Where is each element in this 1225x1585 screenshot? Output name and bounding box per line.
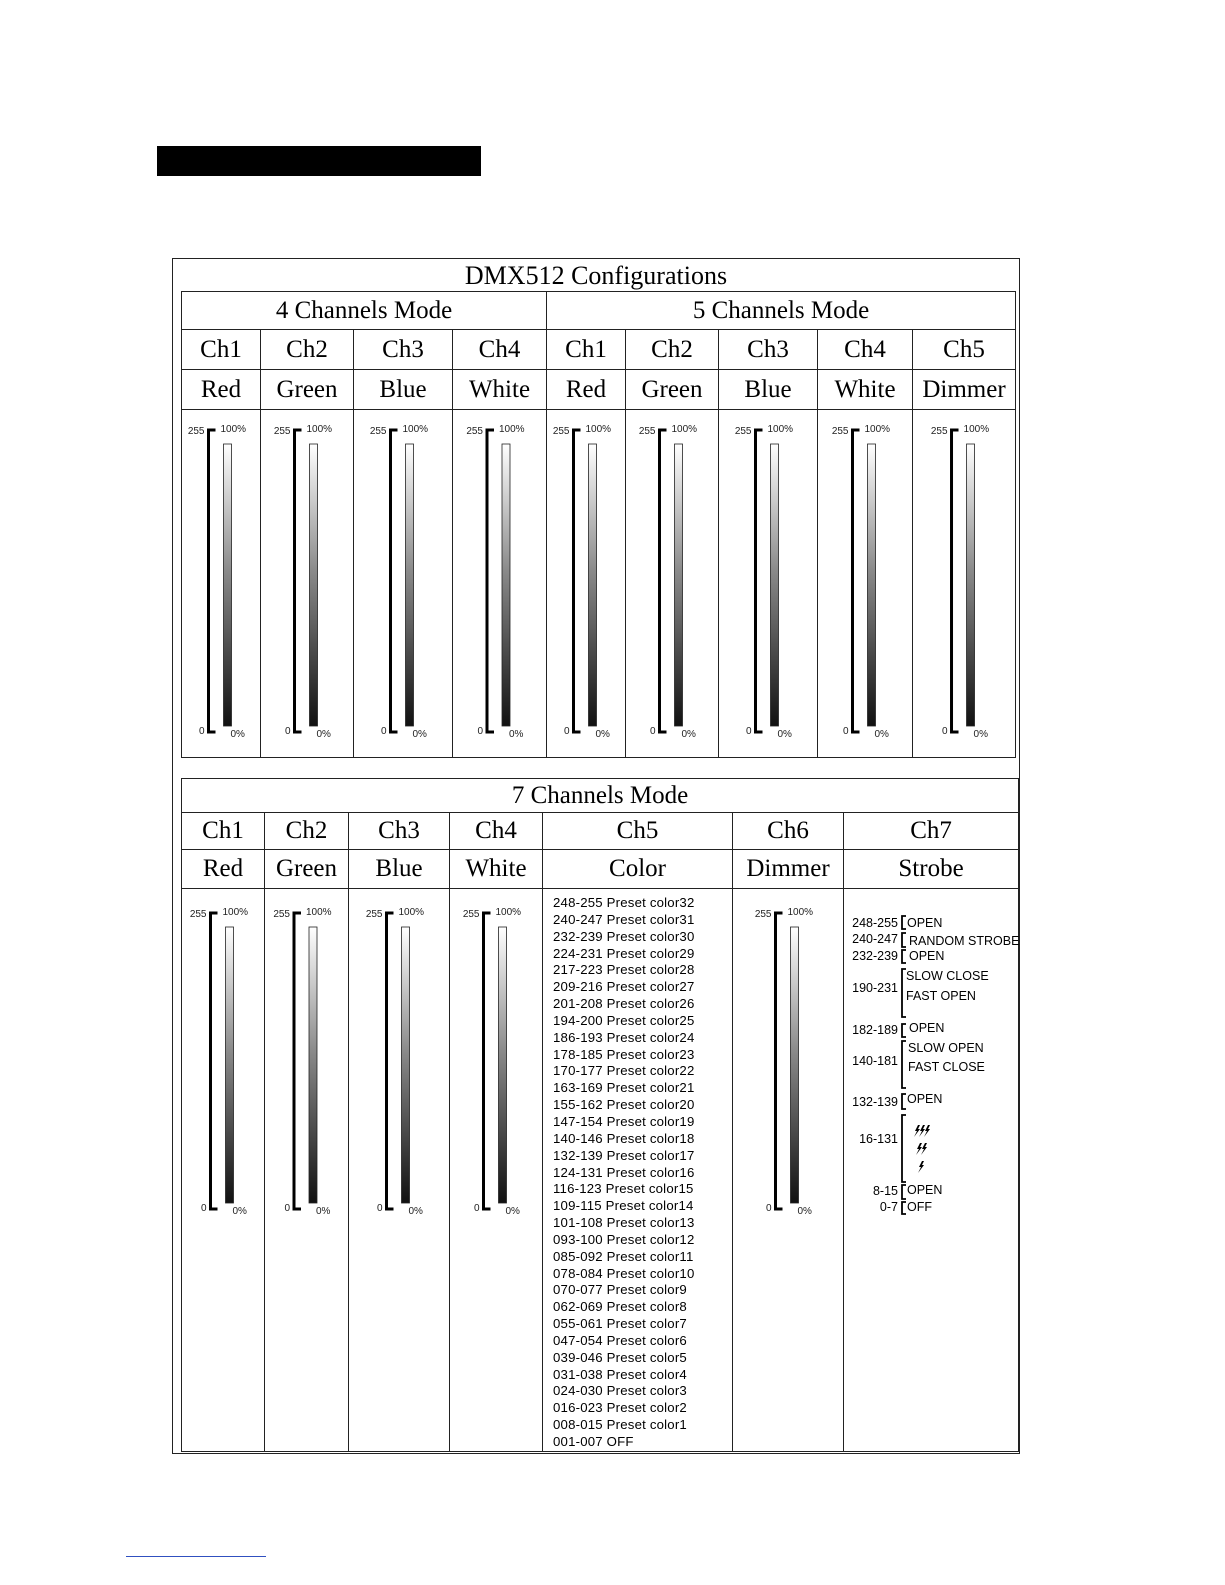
mode7-ch3: Ch3 bbox=[349, 813, 450, 850]
scale-top-value: 255 bbox=[187, 426, 205, 437]
scale-bottom-percent: 0% bbox=[509, 729, 524, 740]
gradient-bar bbox=[771, 444, 779, 726]
color-preset-item: 047-054 Preset color6 bbox=[553, 1332, 687, 1348]
strobe-range: 182-189 bbox=[852, 1023, 898, 1037]
scale-bottom-value: 0 bbox=[284, 726, 291, 737]
scale-top-value: 255 bbox=[462, 909, 480, 920]
scale-top-value: 255 bbox=[365, 909, 383, 920]
scale-top-percent: 100% bbox=[585, 424, 612, 435]
scale-top-percent: 100% bbox=[306, 907, 332, 918]
level-bar bbox=[261, 410, 354, 752]
scale-bottom-value: 0 bbox=[380, 726, 387, 737]
mode4-bar-cell bbox=[261, 410, 354, 758]
gradient-bar bbox=[402, 927, 410, 1203]
mode4-bar-cell bbox=[354, 410, 453, 758]
scale-top-percent: 100% bbox=[398, 907, 425, 918]
mode5-name-green: Green bbox=[626, 370, 719, 410]
level-bar bbox=[450, 889, 543, 1229]
range-bracket bbox=[660, 430, 667, 732]
color-preset-item: 024-030 Preset color3 bbox=[553, 1383, 687, 1399]
strobe-range: 240-247 bbox=[852, 932, 898, 946]
color-preset-item: 101-108 Preset color13 bbox=[553, 1215, 695, 1231]
strobe-range: 8-15 bbox=[872, 1184, 898, 1198]
gradient-bar bbox=[868, 444, 876, 726]
gradient-bar bbox=[226, 927, 234, 1203]
slow-strobe-icon bbox=[918, 1161, 924, 1173]
level-bar bbox=[354, 410, 453, 752]
gradient-bar bbox=[502, 444, 510, 726]
mode5-ch2: Ch2 bbox=[626, 330, 719, 370]
color-preset-item: 209-216 Preset color27 bbox=[553, 979, 695, 995]
scale-top-percent: 100% bbox=[963, 424, 990, 435]
medium-strobe-icon bbox=[916, 1143, 927, 1155]
gradient-bar bbox=[309, 927, 317, 1203]
color-preset-item: 085-092 Preset color11 bbox=[553, 1248, 694, 1264]
color-preset-item: 109-115 Preset color14 bbox=[553, 1198, 694, 1214]
range-bracket bbox=[756, 430, 763, 732]
scale-bottom-value: 0 bbox=[473, 1203, 480, 1214]
page-title: DMX512 Configurations bbox=[464, 261, 728, 290]
level-bar bbox=[547, 410, 626, 752]
strobe-label: OPEN bbox=[907, 1092, 943, 1106]
range-bracket bbox=[209, 430, 216, 732]
scale-bottom-value: 0 bbox=[284, 1203, 290, 1214]
mode7-bar-cell bbox=[450, 889, 543, 1452]
gradient-bar bbox=[499, 927, 507, 1203]
strobe-label: OFF bbox=[907, 1200, 932, 1214]
strobe-label: OPEN bbox=[907, 1183, 943, 1197]
strobe-label: FAST CLOSE bbox=[908, 1060, 985, 1074]
scale-top-percent: 100% bbox=[767, 424, 794, 435]
scale-top-value: 255 bbox=[369, 426, 387, 437]
mode7-name-red: Red bbox=[182, 850, 265, 889]
range-bracket bbox=[776, 913, 783, 1209]
strobe-label: FAST OPEN bbox=[906, 989, 976, 1003]
mode4-ch1: Ch1 bbox=[182, 330, 261, 370]
color-preset-list bbox=[543, 889, 732, 1451]
mode4-name-blue: Blue bbox=[354, 370, 453, 410]
range-bracket bbox=[387, 913, 394, 1209]
range-bracket bbox=[295, 430, 302, 732]
scale-bottom-value: 0 bbox=[200, 1203, 207, 1214]
color-preset-item: 062-069 Preset color8 bbox=[553, 1299, 687, 1315]
scale-bottom-value: 0 bbox=[198, 726, 205, 737]
scale-top-percent: 100% bbox=[671, 424, 698, 435]
scale-bottom-value: 0 bbox=[765, 1203, 772, 1214]
dmx-config-frame bbox=[172, 258, 1020, 1454]
scale-top-percent: 100% bbox=[402, 424, 429, 435]
scale-top-percent: 100% bbox=[306, 424, 333, 435]
strobe-label: OPEN bbox=[909, 949, 945, 963]
color-preset-item: 248-255 Preset color32 bbox=[553, 895, 695, 910]
range-bracket bbox=[853, 430, 860, 732]
color-preset-item: 001-007 OFF bbox=[553, 1434, 634, 1449]
color-preset-item: 008-015 Preset color1 bbox=[553, 1417, 687, 1433]
mode45-table bbox=[181, 291, 1016, 758]
scale-bottom-percent: 0% bbox=[797, 1206, 812, 1217]
color-preset-item: 093-100 Preset color12 bbox=[553, 1231, 695, 1247]
range-bracket bbox=[487, 430, 494, 732]
scale-top-percent: 100% bbox=[864, 424, 891, 435]
strobe-range: 140-181 bbox=[852, 1054, 898, 1068]
fast-strobe-icon bbox=[914, 1125, 930, 1137]
level-bar bbox=[453, 410, 547, 752]
mode4-bar-cell bbox=[453, 410, 547, 758]
scale-bottom-percent: 0% bbox=[681, 729, 696, 740]
strobe-range: 232-239 bbox=[852, 949, 898, 963]
mode7-ch1: Ch1 bbox=[182, 813, 265, 850]
scale-top-value: 255 bbox=[734, 426, 752, 437]
range-bracket bbox=[952, 430, 959, 732]
mode7-name-strobe: Strobe bbox=[844, 850, 1019, 889]
scale-bottom-value: 0 bbox=[649, 726, 656, 737]
mode7-name-blue: Blue bbox=[349, 850, 450, 889]
mode7-bar-cell bbox=[349, 889, 450, 1452]
level-bar bbox=[182, 410, 261, 752]
scale-top-value: 255 bbox=[552, 426, 570, 437]
color-preset-item: 116-123 Preset color15 bbox=[553, 1181, 694, 1197]
mode4-name-white: White bbox=[453, 370, 547, 410]
strobe-label: OPEN bbox=[907, 916, 943, 930]
gradient-bar bbox=[310, 444, 318, 726]
mode4-name-green: Green bbox=[261, 370, 354, 410]
mode7-name-color: Color bbox=[543, 850, 733, 889]
mode7-bar-cell bbox=[265, 889, 349, 1452]
scale-bottom-percent: 0% bbox=[230, 729, 245, 740]
mode5-ch5: Ch5 bbox=[913, 330, 1016, 370]
color-preset-item: 201-208 Preset color26 bbox=[553, 996, 695, 1012]
mode5-ch3: Ch3 bbox=[719, 330, 818, 370]
strobe-range: 248-255 bbox=[852, 916, 898, 930]
mode4-bar-cell bbox=[182, 410, 261, 758]
scale-bottom-percent: 0% bbox=[973, 729, 988, 740]
mode5-bar-cell bbox=[547, 410, 626, 758]
scale-top-percent: 100% bbox=[495, 907, 522, 918]
color-preset-item: 170-177 Preset color22 bbox=[553, 1063, 695, 1079]
mode4-ch2: Ch2 bbox=[261, 330, 354, 370]
scale-top-value: 255 bbox=[930, 426, 948, 437]
mode5-title: 5 Channels Mode bbox=[547, 292, 1016, 330]
color-preset-item: 140-146 Preset color18 bbox=[553, 1130, 695, 1146]
strobe-range: 0-7 bbox=[879, 1200, 898, 1214]
mode5-name-dimmer: Dimmer bbox=[913, 370, 1016, 410]
mode5-name-red: Red bbox=[547, 370, 626, 410]
scale-top-value: 255 bbox=[754, 909, 772, 920]
mode5-bar-cell bbox=[913, 410, 1016, 758]
color-preset-cell bbox=[543, 889, 733, 1452]
range-bracket bbox=[484, 913, 491, 1209]
gradient-bar bbox=[406, 444, 414, 726]
strobe-range: 190-231 bbox=[852, 981, 898, 995]
range-bracket bbox=[211, 913, 218, 1209]
scale-bottom-percent: 0% bbox=[412, 729, 427, 740]
level-bar bbox=[733, 889, 844, 1229]
footer-rule bbox=[126, 1556, 266, 1557]
color-preset-item: 194-200 Preset color25 bbox=[553, 1012, 695, 1028]
level-bar bbox=[818, 410, 913, 752]
color-preset-item: 217-223 Preset color28 bbox=[553, 962, 695, 978]
strobe-range: 132-139 bbox=[852, 1095, 898, 1109]
strobe-label: RANDOM STROBE bbox=[909, 934, 1019, 948]
scale-bottom-value: 0 bbox=[477, 726, 483, 737]
scale-top-value: 255 bbox=[273, 909, 290, 920]
level-bar bbox=[719, 410, 818, 752]
mode5-ch1: Ch1 bbox=[547, 330, 626, 370]
scale-bottom-percent: 0% bbox=[777, 729, 792, 740]
scale-bottom-percent: 0% bbox=[874, 729, 889, 740]
mode7-table bbox=[181, 778, 1019, 1452]
level-bar bbox=[913, 410, 1016, 752]
scale-bottom-value: 0 bbox=[842, 726, 849, 737]
mode7-ch5: Ch5 bbox=[543, 813, 733, 850]
gradient-bar bbox=[589, 444, 597, 726]
level-bar bbox=[349, 889, 450, 1229]
scale-top-value: 255 bbox=[466, 426, 483, 437]
mode7-name-white: White bbox=[450, 850, 543, 889]
mode5-bar-cell bbox=[626, 410, 719, 758]
scale-top-percent: 100% bbox=[499, 424, 525, 435]
gradient-bar bbox=[675, 444, 683, 726]
mode4-ch3: Ch3 bbox=[354, 330, 453, 370]
color-preset-item: 039-046 Preset color5 bbox=[553, 1349, 687, 1365]
scale-bottom-value: 0 bbox=[941, 726, 948, 737]
mode4-name-red: Red bbox=[182, 370, 261, 410]
color-preset-item: 224-231 Preset color29 bbox=[553, 945, 695, 961]
strobe-label: OPEN bbox=[909, 1021, 945, 1035]
scale-top-value: 255 bbox=[638, 426, 656, 437]
level-bar bbox=[626, 410, 719, 752]
mode4-title: 4 Channels Mode bbox=[182, 292, 547, 330]
scale-bottom-percent: 0% bbox=[408, 1206, 423, 1217]
scale-bottom-percent: 0% bbox=[316, 729, 331, 740]
color-preset-item: 055-061 Preset color7 bbox=[553, 1316, 687, 1332]
level-bar bbox=[182, 889, 265, 1229]
scale-bottom-percent: 0% bbox=[316, 1206, 331, 1217]
mode7-ch7: Ch7 bbox=[844, 813, 1019, 850]
scale-bottom-value: 0 bbox=[563, 726, 570, 737]
color-preset-item: 078-084 Preset color10 bbox=[553, 1265, 695, 1281]
scale-bottom-value: 0 bbox=[745, 726, 752, 737]
color-preset-item: 155-162 Preset color20 bbox=[553, 1097, 695, 1113]
mode7-name-dimmer: Dimmer bbox=[733, 850, 844, 889]
mode5-name-blue: Blue bbox=[719, 370, 818, 410]
scale-bottom-percent: 0% bbox=[505, 1206, 520, 1217]
range-bracket bbox=[294, 913, 301, 1209]
gradient-bar bbox=[791, 927, 799, 1203]
mode7-name-green: Green bbox=[265, 850, 349, 889]
color-preset-item: 016-023 Preset color2 bbox=[553, 1400, 687, 1416]
mode4-ch4: Ch4 bbox=[453, 330, 547, 370]
gradient-bar bbox=[224, 444, 232, 726]
scale-bottom-percent: 0% bbox=[595, 729, 610, 740]
mode5-ch4: Ch4 bbox=[818, 330, 913, 370]
strobe-cell bbox=[844, 889, 1019, 1452]
level-bar bbox=[265, 889, 349, 1229]
scale-top-value: 255 bbox=[189, 909, 207, 920]
scale-top-value: 255 bbox=[831, 426, 849, 437]
redacted-heading bbox=[157, 146, 481, 176]
range-bracket bbox=[574, 430, 581, 732]
mode5-bar-cell bbox=[818, 410, 913, 758]
color-preset-item: 132-139 Preset color17 bbox=[553, 1147, 695, 1163]
color-preset-item: 178-185 Preset color23 bbox=[553, 1046, 695, 1062]
mode7-title: 7 Channels Mode bbox=[182, 779, 1019, 813]
scale-bottom-value: 0 bbox=[376, 1203, 383, 1214]
color-preset-item: 147-154 Preset color19 bbox=[553, 1113, 695, 1129]
color-preset-item: 031-038 Preset color4 bbox=[553, 1366, 687, 1382]
scale-top-percent: 100% bbox=[787, 907, 814, 918]
color-preset-item: 240-247 Preset color31 bbox=[553, 911, 695, 927]
scale-top-value: 255 bbox=[273, 426, 291, 437]
range-bracket bbox=[391, 430, 398, 732]
mode7-ch6: Ch6 bbox=[733, 813, 844, 850]
mode7-ch2: Ch2 bbox=[265, 813, 349, 850]
scale-bottom-percent: 0% bbox=[232, 1206, 247, 1217]
strobe-label: SLOW CLOSE bbox=[906, 969, 989, 983]
scale-top-percent: 100% bbox=[222, 907, 249, 918]
color-preset-item: 163-169 Preset color21 bbox=[553, 1080, 695, 1096]
mode5-name-white: White bbox=[818, 370, 913, 410]
strobe-diagram bbox=[844, 889, 1019, 1229]
mode7-bar-cell bbox=[733, 889, 844, 1452]
gradient-bar bbox=[967, 444, 975, 726]
strobe-label: SLOW OPEN bbox=[908, 1041, 984, 1055]
color-preset-item: 070-077 Preset color9 bbox=[553, 1282, 687, 1298]
mode7-bar-cell bbox=[182, 889, 265, 1452]
strobe-range: 16-131 bbox=[859, 1132, 898, 1146]
color-preset-item: 124-131 Preset color16 bbox=[553, 1164, 695, 1180]
mode5-bar-cell bbox=[719, 410, 818, 758]
mode7-ch4: Ch4 bbox=[450, 813, 543, 850]
scale-top-percent: 100% bbox=[220, 424, 247, 435]
color-preset-item: 186-193 Preset color24 bbox=[553, 1029, 695, 1045]
color-preset-item: 232-239 Preset color30 bbox=[553, 928, 695, 944]
